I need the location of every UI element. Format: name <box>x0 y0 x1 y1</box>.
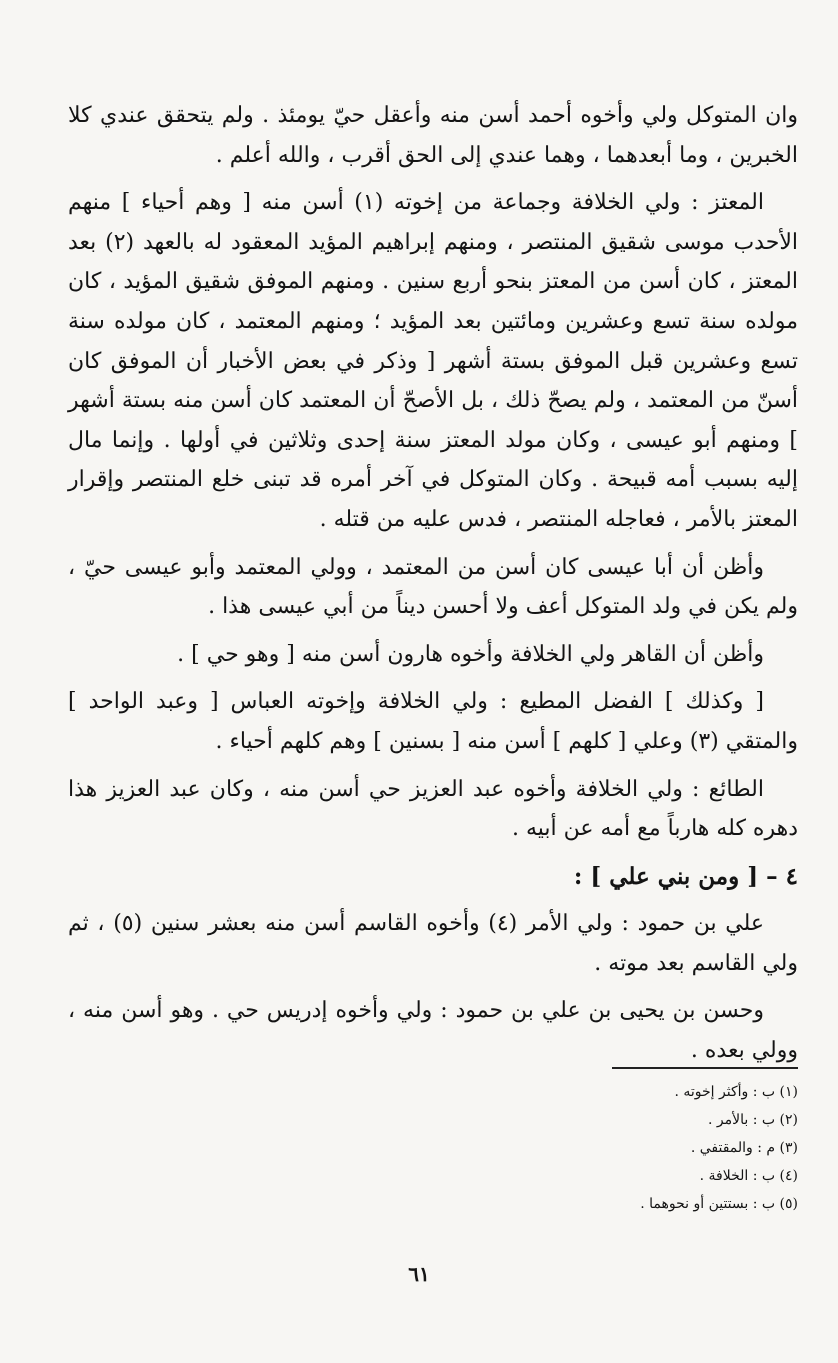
section-heading: ٤ – [ ومن بني علي ] : <box>573 862 798 890</box>
footnote-3: (٣) م : والمقتفي . <box>690 1140 798 1156</box>
footnote-5: (٥) ب : بستتين أو نحوهما . <box>640 1196 798 1212</box>
main-text <box>68 96 798 1079</box>
paragraph-tai: الطائع : ولي الخلافة وأخوه عبد العزيز حي أسن منه ، وكان عبد العزيز هذا دهره كله هارباً مع أمه عن أبيه . <box>68 776 798 842</box>
paragraph-mutawakkil: وان المتوكل ولي وأخوه أحمد أسن منه وأعقل حيّ يومئذ . ولم يتحقق عندي كلا الخبرين ، وما أبعدهما ، وهما عندي إلى الحق أقرب ، والله أعلم . <box>68 103 798 168</box>
paragraph-ali-ibn-hammud: علي بن حمود : ولي الأمر (٤) وأخوه القاسم أسن منه بعشر سنين (٥) ، ثم ولي القاسم بعد موته . <box>68 911 798 976</box>
paragraph-hasan-ibn-yahya: وحسن بن يحيى بن علي بن حمود : ولي وأخوه إدريس حي . وهو أسن منه ، وولي بعده . <box>68 998 798 1064</box>
footnote-1: (١) ب : وأكثر إخوته . <box>674 1084 798 1100</box>
footnote-divider <box>612 1067 798 1069</box>
paragraph-muti: [ وكذلك ] الفضل المطيع : ولي الخلافة وإخوته العباس [ وعبد الواحد ] والمتقي (٣) وعلي [ كلهم ] أسن منه [ بسنين ] وهم كلهم أحياء . <box>68 689 798 754</box>
paragraph-mutazz: المعتز : ولي الخلافة وجماعة من إخوته (١) أسن منه [ وهم أحياء ] منهم الأحدب موسى شقيق المنتصر ، ومنهم إبراهيم المؤيد المعقود له بالعهد (٢) بعد المعتز ، كان أسن من المعتز بنحو أربع سنين . ومنهم الموفق شقيق المؤيد ، كان مولده سنة تسع وعشرين ومائتين بعد المؤيد ؛ ومنهم المعتمد ، كان مولده سنة تسع وعشرين قبل الموفق بستة أشهر [ وذكر في بعض الأخبار أن الموفق كان أسنّ من المعتمد ، ولم يصحّ ذلك ، بل الأصحّ أن المعتمد كان أسن منه بستة أشهر ] ومنهم أبو عيسى ، وكان مولد المعتز سنة إحدى وثلاثين في أولها . وإنما مال إليه بسبب أمه قبيحة . وكان المتوكل في آخر أمره قد تبنى خلع المنتصر وإقرار المعتز بالأمر ، فعاجله المنتصر ، فدس عليه من قتله . <box>68 190 798 532</box>
paragraph-abu-isa: وأظن أن أبا عيسى كان أسن من المعتمد ، وولي المعتمد وأبو عيسى حيّ ، ولم يكن في ولد المتوكل أعف ولا أحسن ديناً من أبي عيسى هذا . <box>68 554 798 620</box>
page-number: ٦١ <box>408 1262 430 1286</box>
paragraph-qahir: وأظن أن القاهر ولي الخلافة وأخوه هارون أسن منه [ وهو حي ] . <box>177 641 764 667</box>
footnote-4: (٤) ب : الخلافة . <box>699 1168 798 1184</box>
footnotes <box>398 1078 798 1218</box>
footnote-2: (٢) ب : بالأمر . <box>708 1112 798 1128</box>
